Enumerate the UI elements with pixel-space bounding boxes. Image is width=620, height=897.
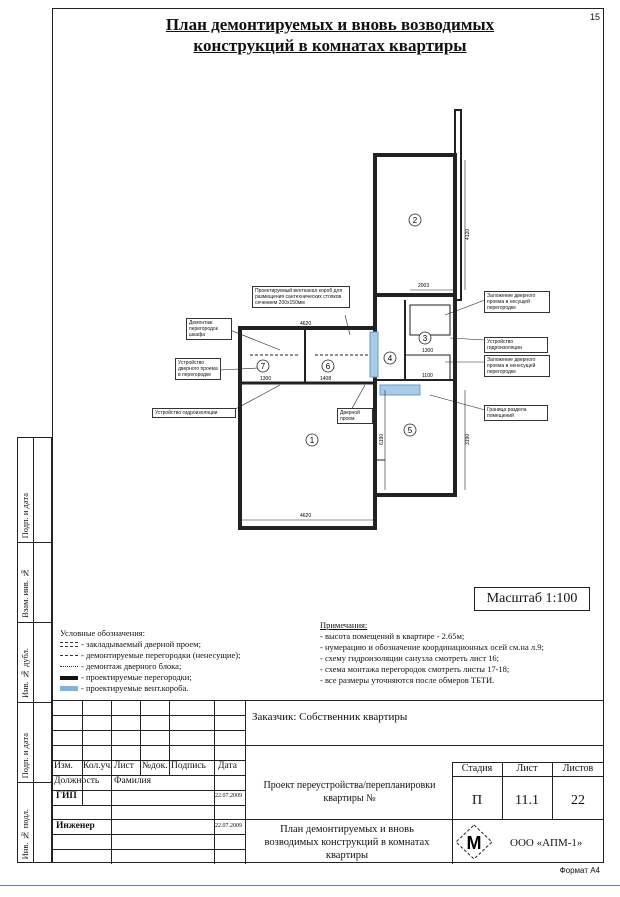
- company-name: ООО «АПМ-1»: [510, 837, 583, 849]
- dim-1300-left: 1300: [260, 376, 272, 382]
- row2-date: 22.07.2009: [215, 823, 242, 829]
- callout-vent-box: Проектируемый вентканал короб для размещения сантехнических стояков сечением 200х150мм: [252, 286, 350, 308]
- callout-door-close-top: Заложение дверного проема в несущей перегородке: [484, 291, 550, 313]
- side-podp-data-1: Подп. и дата: [20, 492, 30, 538]
- page-number: 15: [589, 12, 600, 22]
- logo-letter: М: [466, 833, 482, 853]
- room-label-3: 3: [422, 334, 428, 343]
- note-item: - нумерацию и обозначение координационных осей см.на л.9;: [320, 642, 544, 652]
- header-izm: Изм.: [54, 761, 73, 771]
- notes: [320, 620, 610, 686]
- sheet-label: Лист: [516, 763, 538, 774]
- dim-4620-top: 4620: [300, 321, 312, 327]
- stage-value: П: [471, 793, 483, 808]
- row2-role: Инженер: [56, 821, 95, 831]
- side-vzam-inv: Взам. инв. №: [20, 568, 30, 618]
- side-podp-data-2: Подп. и дата: [20, 732, 30, 778]
- note-item: - высота помещений в квартире - 2.65м;: [320, 631, 465, 641]
- dim-6190: 6190: [379, 433, 385, 445]
- legend: [60, 628, 320, 694]
- callout-door-close-bottom: Заложение дверного проема в ненесущей перегородке: [484, 355, 550, 377]
- legend-swatch-dashed: [60, 655, 78, 656]
- room-label-1: 1: [309, 436, 315, 445]
- dim-1100: 1100: [422, 373, 433, 379]
- sheets-value: 22: [571, 793, 585, 808]
- row1-role: ГИП: [56, 791, 77, 801]
- legend-swatch-vent: [60, 686, 78, 691]
- callout-waterproofing-right: Устройство гидроизоляции: [484, 337, 548, 353]
- floor-plan: [140, 100, 600, 530]
- company-logo: [454, 823, 494, 861]
- legend-item: - проектируемые перегородки;: [81, 672, 192, 682]
- callout-new-door: Дверной проем: [337, 408, 373, 424]
- role-header: Должность: [54, 776, 100, 786]
- note-item: - все размеры уточняются после обмеров ТБТИ.: [320, 675, 495, 685]
- legend-item: - проектируемые вент.короба.: [81, 683, 189, 693]
- room-label-6: 6: [325, 362, 331, 371]
- project-title: Проект переустройства/перепланировки квартиры №: [263, 780, 436, 804]
- note-item: - схема монтажа перегородок смотреть листы 17-18;: [320, 664, 510, 674]
- notes-heading: Примечания:: [320, 620, 368, 630]
- legend-item: - закладываемый дверной проем;: [81, 639, 201, 649]
- callout-waterproofing-left: Устройство гидроизоляции: [152, 408, 236, 418]
- legend-swatch-solid: [60, 676, 78, 680]
- room-1-walls: [240, 328, 375, 528]
- legend-swatch-door: [60, 642, 78, 647]
- scale-label: Масштаб 1:100: [474, 587, 590, 611]
- header-kol-uch: Кол.уч.: [83, 761, 113, 771]
- note-item: - схему гидроизоляции санузла смотреть лист 16;: [320, 653, 500, 663]
- stage-label: Стадия: [461, 763, 493, 774]
- sheet-value: 11.1: [515, 793, 539, 808]
- sheets-label: Листов: [562, 763, 594, 774]
- page-title: [60, 14, 600, 56]
- dim-4120: 4120: [465, 228, 471, 240]
- title-line-1: План демонтируемых и вновь возводимых: [165, 15, 495, 34]
- dim-1300: 1300: [422, 348, 434, 354]
- dim-4620-bottom: 4620: [300, 513, 312, 519]
- side-inv-dubl: Инв. № дубл.: [20, 647, 30, 698]
- title-block: [52, 700, 604, 863]
- dim-3190: 3190: [465, 433, 471, 445]
- room-label-2: 2: [412, 216, 418, 225]
- header-podpis: Подпись: [171, 761, 206, 771]
- header-list: Лист: [114, 761, 134, 771]
- sheet-title: План демонтируемых и вновь возводимых конструкций в комнатах квартиры: [264, 824, 430, 861]
- callout-door-device: Устройство дверного проема в перегородке: [175, 358, 221, 380]
- room-label-7: 7: [260, 362, 266, 371]
- room-label-4: 4: [387, 354, 393, 363]
- side-inv-podl: Инв. № подл.: [20, 808, 30, 859]
- dim-2003: 2003: [418, 283, 430, 289]
- legend-item: - демонтаж дверного блока;: [81, 661, 182, 671]
- title-line-2: конструкций в комнатах квартиры: [193, 36, 467, 55]
- dim-1408: 1408: [320, 376, 332, 382]
- header-data: Дата: [218, 761, 237, 771]
- customer-label: Заказчик: Собственник квартиры: [252, 711, 408, 723]
- callout-demolish: Демонтаж перегородок шкафа: [186, 318, 232, 340]
- header-ndok: №док.: [142, 761, 168, 771]
- row1-date: 22.07.2009: [215, 793, 242, 799]
- side-stamp: [17, 437, 52, 863]
- legend-swatch-dashdot: [60, 666, 78, 667]
- legend-item: - демонтируемые перегородки (ненесущие);: [81, 650, 241, 660]
- legend-heading: Условные обозначения:: [60, 628, 146, 638]
- surname-header: Фамилия: [114, 776, 152, 786]
- bottom-divider: [0, 885, 620, 886]
- format-label: Формат А4: [559, 866, 600, 875]
- callout-room-border: Граница раздела помещений: [484, 405, 548, 421]
- room-label-5: 5: [407, 426, 413, 435]
